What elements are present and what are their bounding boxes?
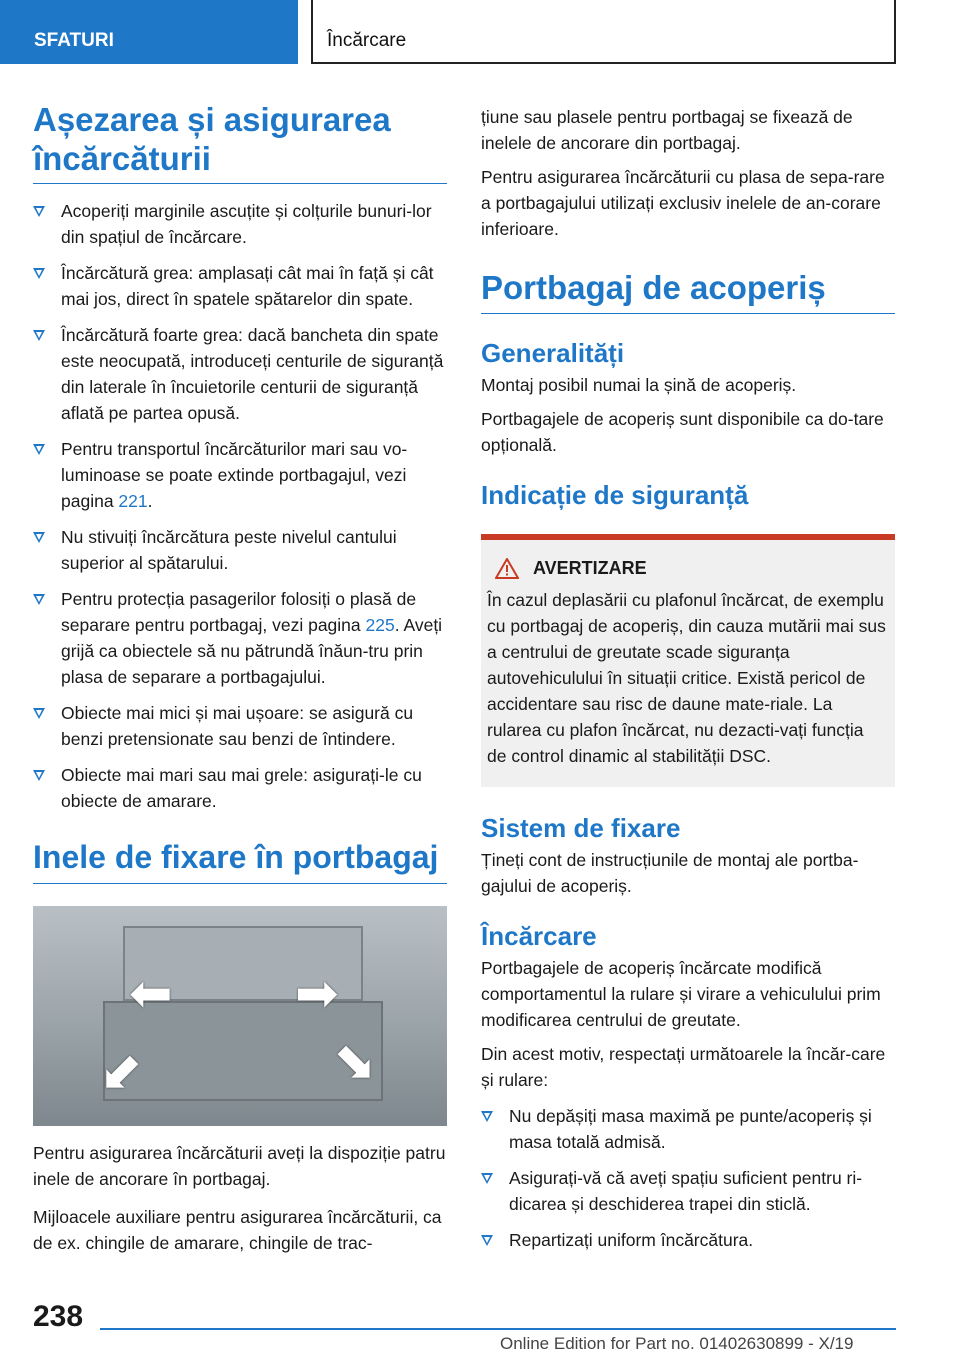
footer-edition: Online Edition for Part no. 01402630899 - X/19 — [500, 1334, 854, 1353]
list-item — [33, 586, 447, 690]
arrow-right-icon: ➡ — [295, 965, 339, 1023]
list-item-text: Nu depășiți masa maximă pe punte/acoperiș și masa totală admisă. — [509, 1106, 872, 1152]
list-item-text: Pentru transportul încărcăturilor mari sau vo-luminoase se poate extinde portbagajul, vezi pagina — [61, 439, 408, 511]
para-loading: Portbagajele de acoperiș încărcate modifică comportamentul la rulare și virare a vehiculului prim modificarea centrului de greutate. — [481, 958, 881, 1030]
list-item-text-after: . Aveți grijă ca obiectele să nu pătrundă înăun-tru prin plasa de separare a portbagajului. — [61, 615, 443, 687]
list-item — [33, 436, 447, 514]
para-securing-aids: Mijloacele auxiliare pentru asigurarea încărcăturii, ca de ex. chingile de amarare, chingile de trac- — [33, 1207, 442, 1253]
heading-anchor-rings: Inele de fixare în portbagaj — [33, 838, 447, 884]
list-item-text: Acoperiți marginile ascuțite și colțurile bunuri-lor din spațiul de încărcare. — [61, 201, 432, 247]
right-column — [481, 104, 895, 1263]
arrow-left-icon: ⬅ — [129, 965, 173, 1023]
chapter-title: Încărcare — [311, 0, 896, 64]
list-item-text: Obiecte mai mari sau mai grele: asigurați-le cu obiecte de amarare. — [61, 765, 422, 811]
page-link[interactable]: 221 — [118, 491, 148, 511]
list-item-text-after: . — [147, 491, 153, 511]
page-link[interactable]: 225 — [365, 615, 395, 635]
list-item-text: Obiecte mai mici și mai ușoare: se asigură cu benzi pretensionate sau benzi de întindere. — [61, 703, 414, 749]
list-item — [481, 1165, 895, 1217]
loading-bullet-list — [481, 1103, 895, 1253]
heading-fixing-system: Sistem de fixare — [481, 813, 681, 843]
bullet-triangle-icon — [481, 1173, 493, 1184]
para-mounting: Montaj posibil numai la șină de acoperiș. — [481, 375, 797, 395]
left-column — [33, 100, 447, 1256]
list-item-text: Nu stivuiți încărcătura peste nivelul cantului superior al spătarului. — [61, 527, 397, 573]
list-item-text: Repartizați uniform încărcătura. — [509, 1230, 754, 1250]
bullet-triangle-icon — [481, 1111, 493, 1122]
bullet-triangle-icon — [33, 268, 45, 279]
securing-bullet-list — [33, 198, 447, 814]
list-item — [33, 260, 447, 312]
bullet-triangle-icon — [33, 444, 45, 455]
bullet-triangle-icon — [33, 770, 45, 781]
heading-loading: Încărcare — [481, 921, 597, 951]
warning-box — [481, 534, 895, 787]
page-number: 238 — [33, 1300, 84, 1333]
para-reason: Din acest motiv, respectați următoarele la încăr-care și rulare: — [481, 1044, 886, 1090]
list-item-text: Pentru protecția pasagerilor folosiți o plasă de separare pentru portbagaj, vezi pagina — [61, 589, 417, 635]
arrow-down-right-icon: ⬊ — [333, 1033, 377, 1091]
warning-header — [487, 558, 887, 579]
heading-roof-rack: Portbagaj de acoperiș — [481, 268, 895, 314]
list-item — [33, 322, 447, 426]
arrow-down-left-icon: ⬋ — [99, 1043, 143, 1101]
warning-text: În cazul deplasării cu plafonul încărcat, de exemplu cu portbagaj de acoperiș, din cauza mutării mai sus a centrului de greutate scade siguranța autovehiculului în situații critice. Există pericol de accidentare sau risc de daune mate-riale. La rularea cu plafon încărcat, nu dezacti-vați funcția de control dinamic al stabilității DSC. — [487, 590, 886, 766]
para-separating-net: Pentru asigurarea încărcăturii cu plasa de sepa-rare a portbagajului utilizați exclusiv inelele de an-corare inferioare. — [481, 167, 885, 239]
list-item — [481, 1227, 895, 1253]
bullet-triangle-icon — [33, 330, 45, 341]
list-item — [33, 700, 447, 752]
para-optional-equipment: Portbagajele de acoperiș sunt disponibile ca do-tare opțională. — [481, 409, 884, 455]
heading-general: Generalități — [481, 338, 625, 368]
list-item — [33, 524, 447, 576]
section-tab[interactable]: SFATURI — [0, 0, 298, 64]
list-item — [33, 198, 447, 250]
footer-divider — [100, 1328, 896, 1330]
warning-title: AVERTIZARE — [533, 558, 647, 578]
heading-safety-note: Indicație de siguranță — [481, 480, 749, 510]
bullet-triangle-icon — [33, 594, 45, 605]
bullet-triangle-icon — [33, 708, 45, 719]
bullet-triangle-icon — [33, 206, 45, 217]
list-item-text: Asigurați-vă că aveți spațiu suficient pentru ri-dicarea și deschiderea trapei din sticlă. — [509, 1168, 863, 1214]
bullet-triangle-icon — [33, 532, 45, 543]
para-anchor-rings: Pentru asigurarea încărcăturii aveți la dispoziție patru inele de ancorare în portbagaj. — [33, 1143, 446, 1189]
list-item-text: Încărcătură grea: amplasați cât mai în față și cât mai jos, direct în spatele spătarelor din spate. — [61, 263, 434, 309]
warning-triangle-icon — [495, 558, 519, 579]
bullet-triangle-icon — [481, 1235, 493, 1246]
list-item-text: Încărcătură foarte grea: dacă bancheta din spate este neocupată, introduceți centurile de siguranță din laterale în încuietorile centurii de siguranță aflată pe partea opusă. — [61, 325, 444, 423]
para-fixing: Țineți cont de instrucțiunile de montaj ale portba-gajului de acoperiș. — [481, 850, 859, 896]
list-item — [33, 762, 447, 814]
list-item — [481, 1103, 895, 1155]
para-continued: țiune sau plasele pentru portbagaj se fixează de inelele de ancorare din portbagaj. — [481, 107, 853, 153]
cargo-area-photo — [33, 906, 447, 1126]
page-header — [0, 0, 960, 66]
heading-securing-load: Așezarea și asigurarea încărcăturii — [33, 100, 447, 184]
